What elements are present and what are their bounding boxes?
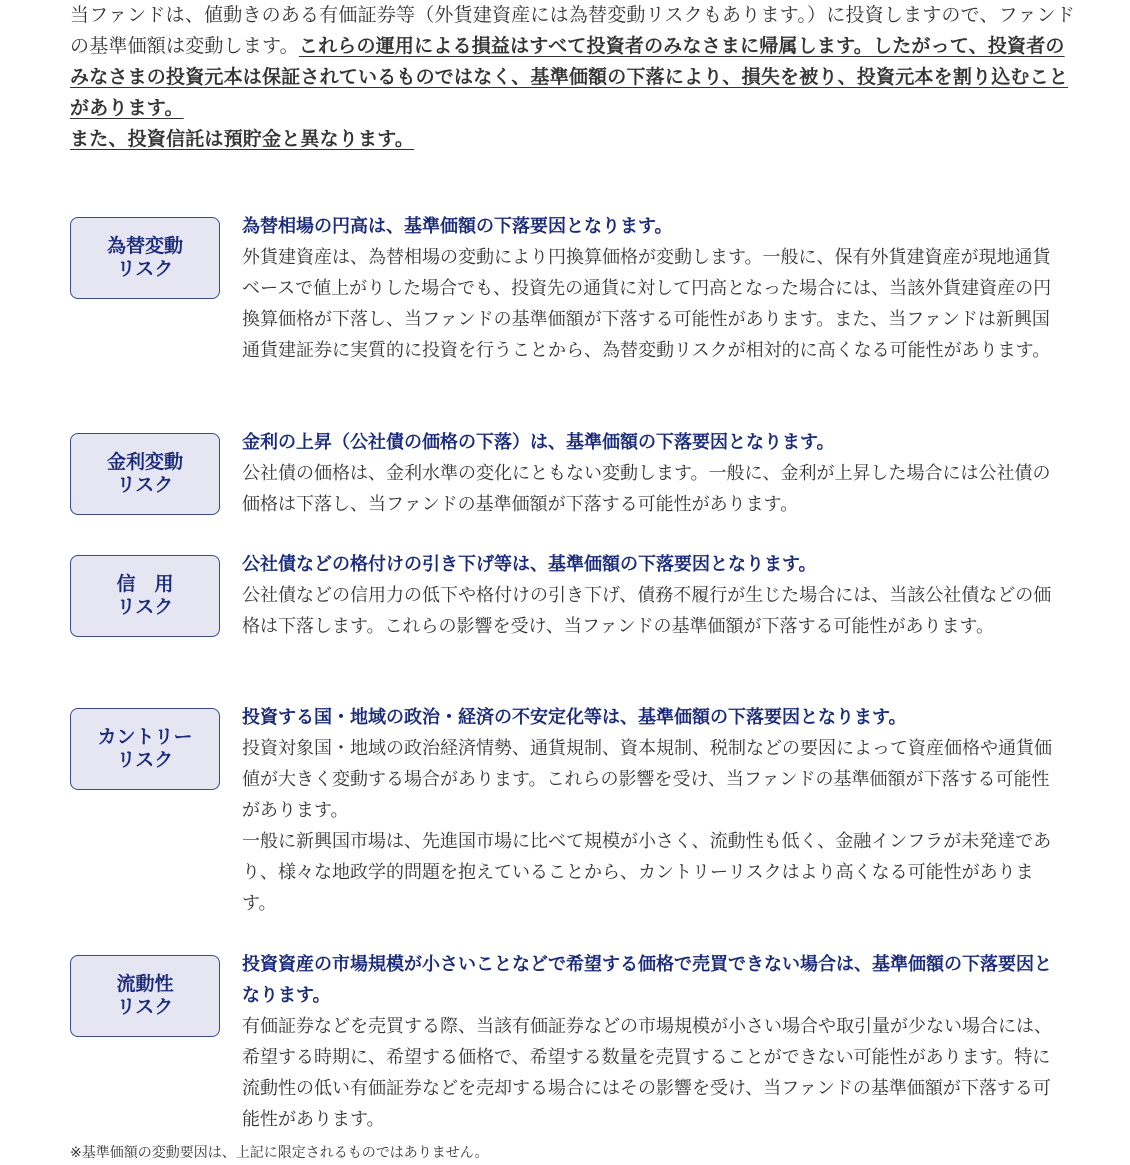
intro-deposit-note: また、投資信託は預貯金と異なります。 <box>70 128 415 150</box>
risk-description: 公社債の価格は、金利水準の変化にともない変動します。一般に、金利が上昇した場合には公社債の価格は下落し、当ファンドの基準価額が下落する可能性があります。 <box>242 463 1051 515</box>
risk-badge-line2: リスク <box>116 749 174 771</box>
risk-badge-line2: リスク <box>116 258 174 280</box>
risk-content <box>242 211 1067 366</box>
risk-content <box>242 549 1067 642</box>
risk-headline: 投資資産の市場規模が小さいことなどで希望する価格で売買できない場合は、基準価額の下落要因となります。 <box>242 954 1052 1006</box>
risk-description: 投資対象国・地域の政治経済情勢、通貨規制、資本規制、税制などの要因によって資産価格や通貨価値が大きく変動する場合があります。これらの影響を受け、当ファンドの基準価額が下落する可能性があります。 <box>242 738 1052 821</box>
risk-content <box>242 427 1067 520</box>
risk-description: 有価証券などを売買する際、当該有価証券などの市場規模が小さい場合や取引量が少ない場合には、希望する時期に、希望する価格で、希望する数量を売買することができない可能性があります。特に流動性の低い有価証券などを売却する場合にはその影響を受け、当ファンドの基準価額が下落する可能性があります。 <box>242 1016 1052 1130</box>
risk-badge <box>70 955 220 1037</box>
intro-bold-text: これらの運用による損益はすべて投資者のみなさまに帰属します。したがって、投資者のみなさまの投資元本は保証されているものではなく、基準価額の下落により、損失を被り、投資元本を割り込むことがあります。 <box>70 35 1069 119</box>
risk-badge-line2: リスク <box>116 474 174 496</box>
risk-description: 外貨建資産は、為替相場の変動により円換算価格が変動します。一般に、保有外貨建資産が現地通貨ベースで値上がりした場合でも、投資先の通貨に対して円高となった場合には、当該外貨建資産の円換算価格が下落し、当ファンドの基準価額が下落する可能性があります。また、当ファンドは新興国通貨建証券に実質的に投資を行うことから、為替変動リスクが相対的に高くなる可能性があります。 <box>242 247 1052 361</box>
risk-description-emerging: 一般に新興国市場は、先進国市場に比べて規模が小さく、流動性も低く、金融インフラが未発達であり、様々な地政学的問題を抱えていることから、カントリーリスクはより高くなる可能性があります。 <box>242 831 1052 914</box>
risk-headline: 投資する国・地域の政治・経済の不安定化等は、基準価額の下落要因となります。 <box>242 707 907 728</box>
risk-badge-line1: 流動性 <box>116 973 174 995</box>
risk-badge-line1: 為替変動 <box>106 235 183 257</box>
risk-badge-line2: リスク <box>116 996 174 1018</box>
risk-headline: 公社債などの格付けの引き下げ等は、基準価額の下落要因となります。 <box>242 554 817 575</box>
risk-badge <box>70 708 220 790</box>
risk-badge-line2: リスク <box>116 596 174 618</box>
risk-badge <box>70 433 220 515</box>
risk-headline: 金利の上昇（公社債の価格の下落）は、基準価額の下落要因となります。 <box>242 432 835 453</box>
risk-content <box>242 949 1067 1135</box>
risk-badge-line1: 金利変動 <box>106 451 183 473</box>
risk-badge <box>70 555 220 637</box>
risk-headline: 為替相場の円高は、基準価額の下落要因となります。 <box>242 216 673 237</box>
intro-paragraph <box>70 0 1080 155</box>
risk-badge-line1: 信 用 <box>116 573 174 595</box>
intro-plain-text: 当ファンドは、値動きのある有価証券等（外貨建資産には為替変動リスクもあります。）に投資しますので、ファンドの基準価額は変動します。 <box>70 4 1076 57</box>
footnote: ※基準価額の変動要因は、上記に限定されるものではありません。 <box>70 1145 489 1161</box>
risk-badge <box>70 217 220 299</box>
risk-content <box>242 702 1067 919</box>
risk-description: 公社債などの信用力の低下や格付けの引き下げ、債務不履行が生じた場合には、当該公社債などの価格は下落します。これらの影響を受け、当ファンドの基準価額が下落する可能性があります。 <box>242 585 1052 637</box>
risk-badge-line1: カントリー <box>97 726 193 748</box>
